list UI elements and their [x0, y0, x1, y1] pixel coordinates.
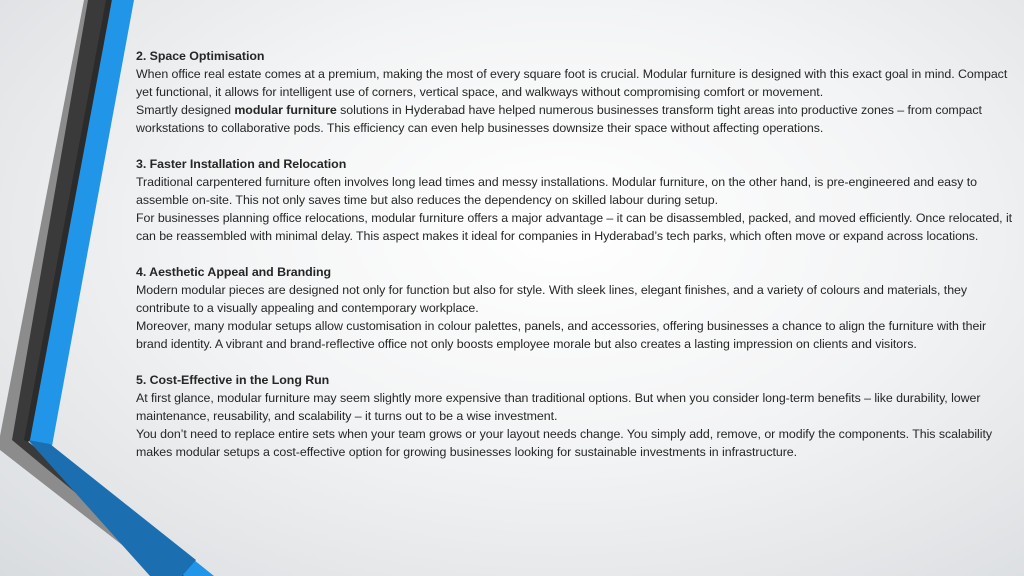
paragraph: At first glance, modular furniture may seem slightly more expensive than traditional options. But when you consider long-term benefits – like durability, lower maintenance, reusability, and scalability – it turns out to be a wise investment.: [136, 391, 981, 423]
section-heading: 4. Aesthetic Appeal and Branding: [136, 265, 332, 279]
paragraph-text: solutions in Hyderabad have helped numerous businesses transform tight areas into productive zones – from compact workstations to collaborative pods. This efficiency can even help businesses downsize their space without affecting operations.: [136, 103, 982, 135]
paragraph: Modern modular pieces are designed not only for function but also for style. With sleek lines, elegant finishes, and a variety of colours and materials, they contribute to a visually appealing and contemporary workplace.: [136, 283, 968, 315]
bold-phrase: modular furniture: [234, 103, 337, 117]
edge-stripe: [24, 0, 112, 442]
section-space-optimisation: [136, 47, 1016, 137]
section-faster-installation: [136, 155, 1016, 245]
paragraph: When office real estate comes at a premium, making the most of every square foot is crucial. Modular furniture is designed with this exact goal in mind. Compact yet functional, it allows for intelligent use of corners, vertical space, and walkways without compromising comfort or movement.: [136, 67, 1008, 99]
section-aesthetic-appeal: [136, 263, 1016, 353]
paragraph: Traditional carpentered furniture often involves long lead times and messy installations. Modular furniture, on the other hand, is pre-engineered and easy to assemble on-site. This not only saves time but also reduces the dependency on skilled labour during setup.: [136, 175, 977, 207]
section-cost-effective: [136, 371, 1016, 461]
paragraph: For businesses planning office relocations, modular furniture offers a major advantage – it can be disassembled, packed, and moved efficiently. Once relocated, it can be reassembled with minimal delay. This aspect makes it ideal for companies in Hyderabad’s tech parks, which often move or expand across locations.: [136, 211, 1013, 243]
section-heading: 3. Faster Installation and Relocation: [136, 157, 347, 171]
paragraph: [136, 101, 1016, 137]
section-heading: 5. Cost-Effective in the Long Run: [136, 373, 330, 387]
slide-content: [136, 47, 1016, 479]
paragraph-text: Smartly designed: [136, 103, 235, 117]
paragraph: Moreover, many modular setups allow customisation in colour palettes, panels, and accessories, offering businesses a chance to align the furniture with their brand identity. A vibrant and brand-reflective office not only boosts employee morale but also creates a lasting impression on clients and visitors.: [136, 319, 987, 351]
paragraph: You don’t need to replace entire sets when your team grows or your layout needs change. You simply add, remove, or modify the components. This scalability makes modular setups a cost-effective option for growing businesses looking for sustainable investments in infrastructure.: [136, 427, 993, 459]
section-heading: 2. Space Optimisation: [136, 49, 265, 63]
